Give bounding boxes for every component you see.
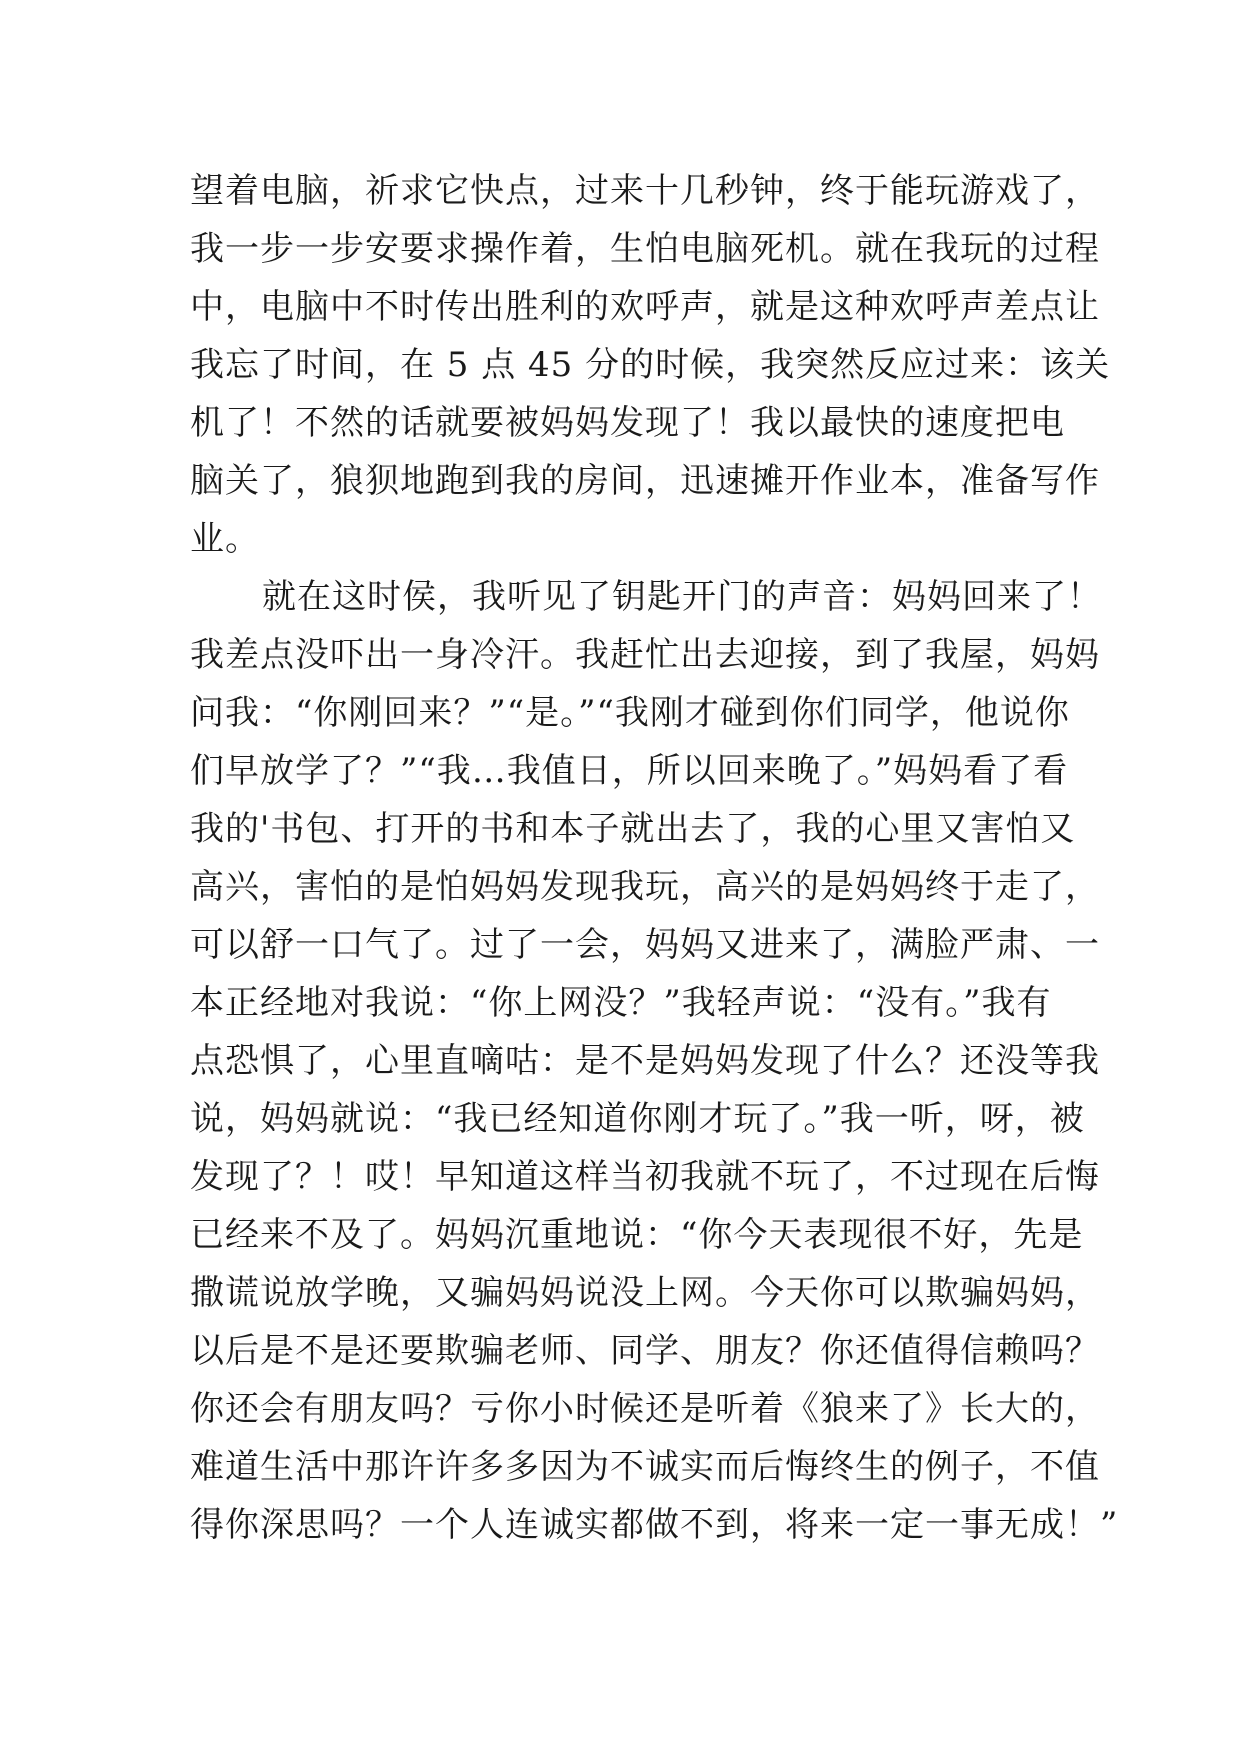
paragraph-line: 难道生活中那许许多多因为不诚实而后悔终生的例子，不值 bbox=[190, 1447, 1100, 1487]
paragraph-line: 得你深思吗？一个人连诚实都做不到，将来一定一事无成！” bbox=[190, 1505, 1119, 1545]
paragraph-line: 可以舒一口气了。过了一会，妈妈又进来了，满脸严肃、一 bbox=[190, 925, 1100, 965]
paragraph-line: 点恐惧了，心里直嘀咕：是不是妈妈发现了什么？还没等我 bbox=[190, 1041, 1100, 1081]
paragraph-line: 们早放学了？”“我…我值日，所以回来晚了。”妈妈看了看 bbox=[190, 751, 1069, 791]
paragraph-line: 脑关了，狼狈地跑到我的房间，迅速摊开作业本，准备写作 bbox=[190, 461, 1100, 501]
paragraph-line: 业。 bbox=[190, 519, 260, 559]
paragraph-line: 我差点没吓出一身冷汗。我赶忙出去迎接，到了我屋，妈妈 bbox=[190, 635, 1100, 675]
paragraph-line: 机了！不然的话就要被妈妈发现了！我以最快的速度把电 bbox=[190, 403, 1065, 443]
paragraph-line: 问我：“你刚回来？”“是。”“我刚才碰到你们同学，他说你 bbox=[190, 693, 1070, 733]
paragraph-line: 我忘了时间，在 5 点 45 分的时候，我突然反应过来：该关 bbox=[190, 345, 1111, 385]
paragraph-line: 望着电脑，祈求它快点，过来十几秒钟，终于能玩游戏了， bbox=[190, 171, 1100, 211]
paragraph-line: 我一步一步安要求操作着，生怕电脑死机。就在我玩的过程 bbox=[190, 229, 1100, 269]
paragraph-line: 已经来不及了。妈妈沉重地说：“你今天表现很不好，先是 bbox=[190, 1215, 1084, 1255]
paragraph-line: 发现了？！哎！早知道这样当初我就不玩了，不过现在后悔 bbox=[190, 1157, 1100, 1197]
paragraph-line: 撒谎说放学晚，又骗妈妈说没上网。今天你可以欺骗妈妈， bbox=[190, 1273, 1100, 1313]
document-body bbox=[190, 162, 1119, 1554]
paragraph-line: 我的'书包、打开的书和本子就出去了，我的心里又害怕又 bbox=[190, 809, 1076, 849]
paragraph-line: 以后是不是还要欺骗老师、同学、朋友？你还值得信赖吗？ bbox=[190, 1331, 1100, 1371]
paragraph-line: 本正经地对我说：“你上网没？”我轻声说：“没有。”我有 bbox=[190, 983, 1052, 1023]
paragraph-line: 说，妈妈就说：“我已经知道你刚才玩了。”我一听，呀，被 bbox=[190, 1099, 1085, 1139]
paragraph-line: 中，电脑中不时传出胜利的欢呼声，就是这种欢呼声差点让 bbox=[190, 287, 1100, 327]
paragraph-line: 你还会有朋友吗？亏你小时候还是听着《狼来了》长大的， bbox=[190, 1389, 1100, 1429]
paragraph-1 bbox=[190, 162, 1111, 568]
paragraph-line: 就在这时侯，我听见了钥匙开门的声音：妈妈回来了！ bbox=[262, 577, 1102, 617]
paragraph-2 bbox=[190, 568, 1119, 1554]
paragraph-line: 高兴，害怕的是怕妈妈发现我玩，高兴的是妈妈终于走了， bbox=[190, 867, 1100, 907]
